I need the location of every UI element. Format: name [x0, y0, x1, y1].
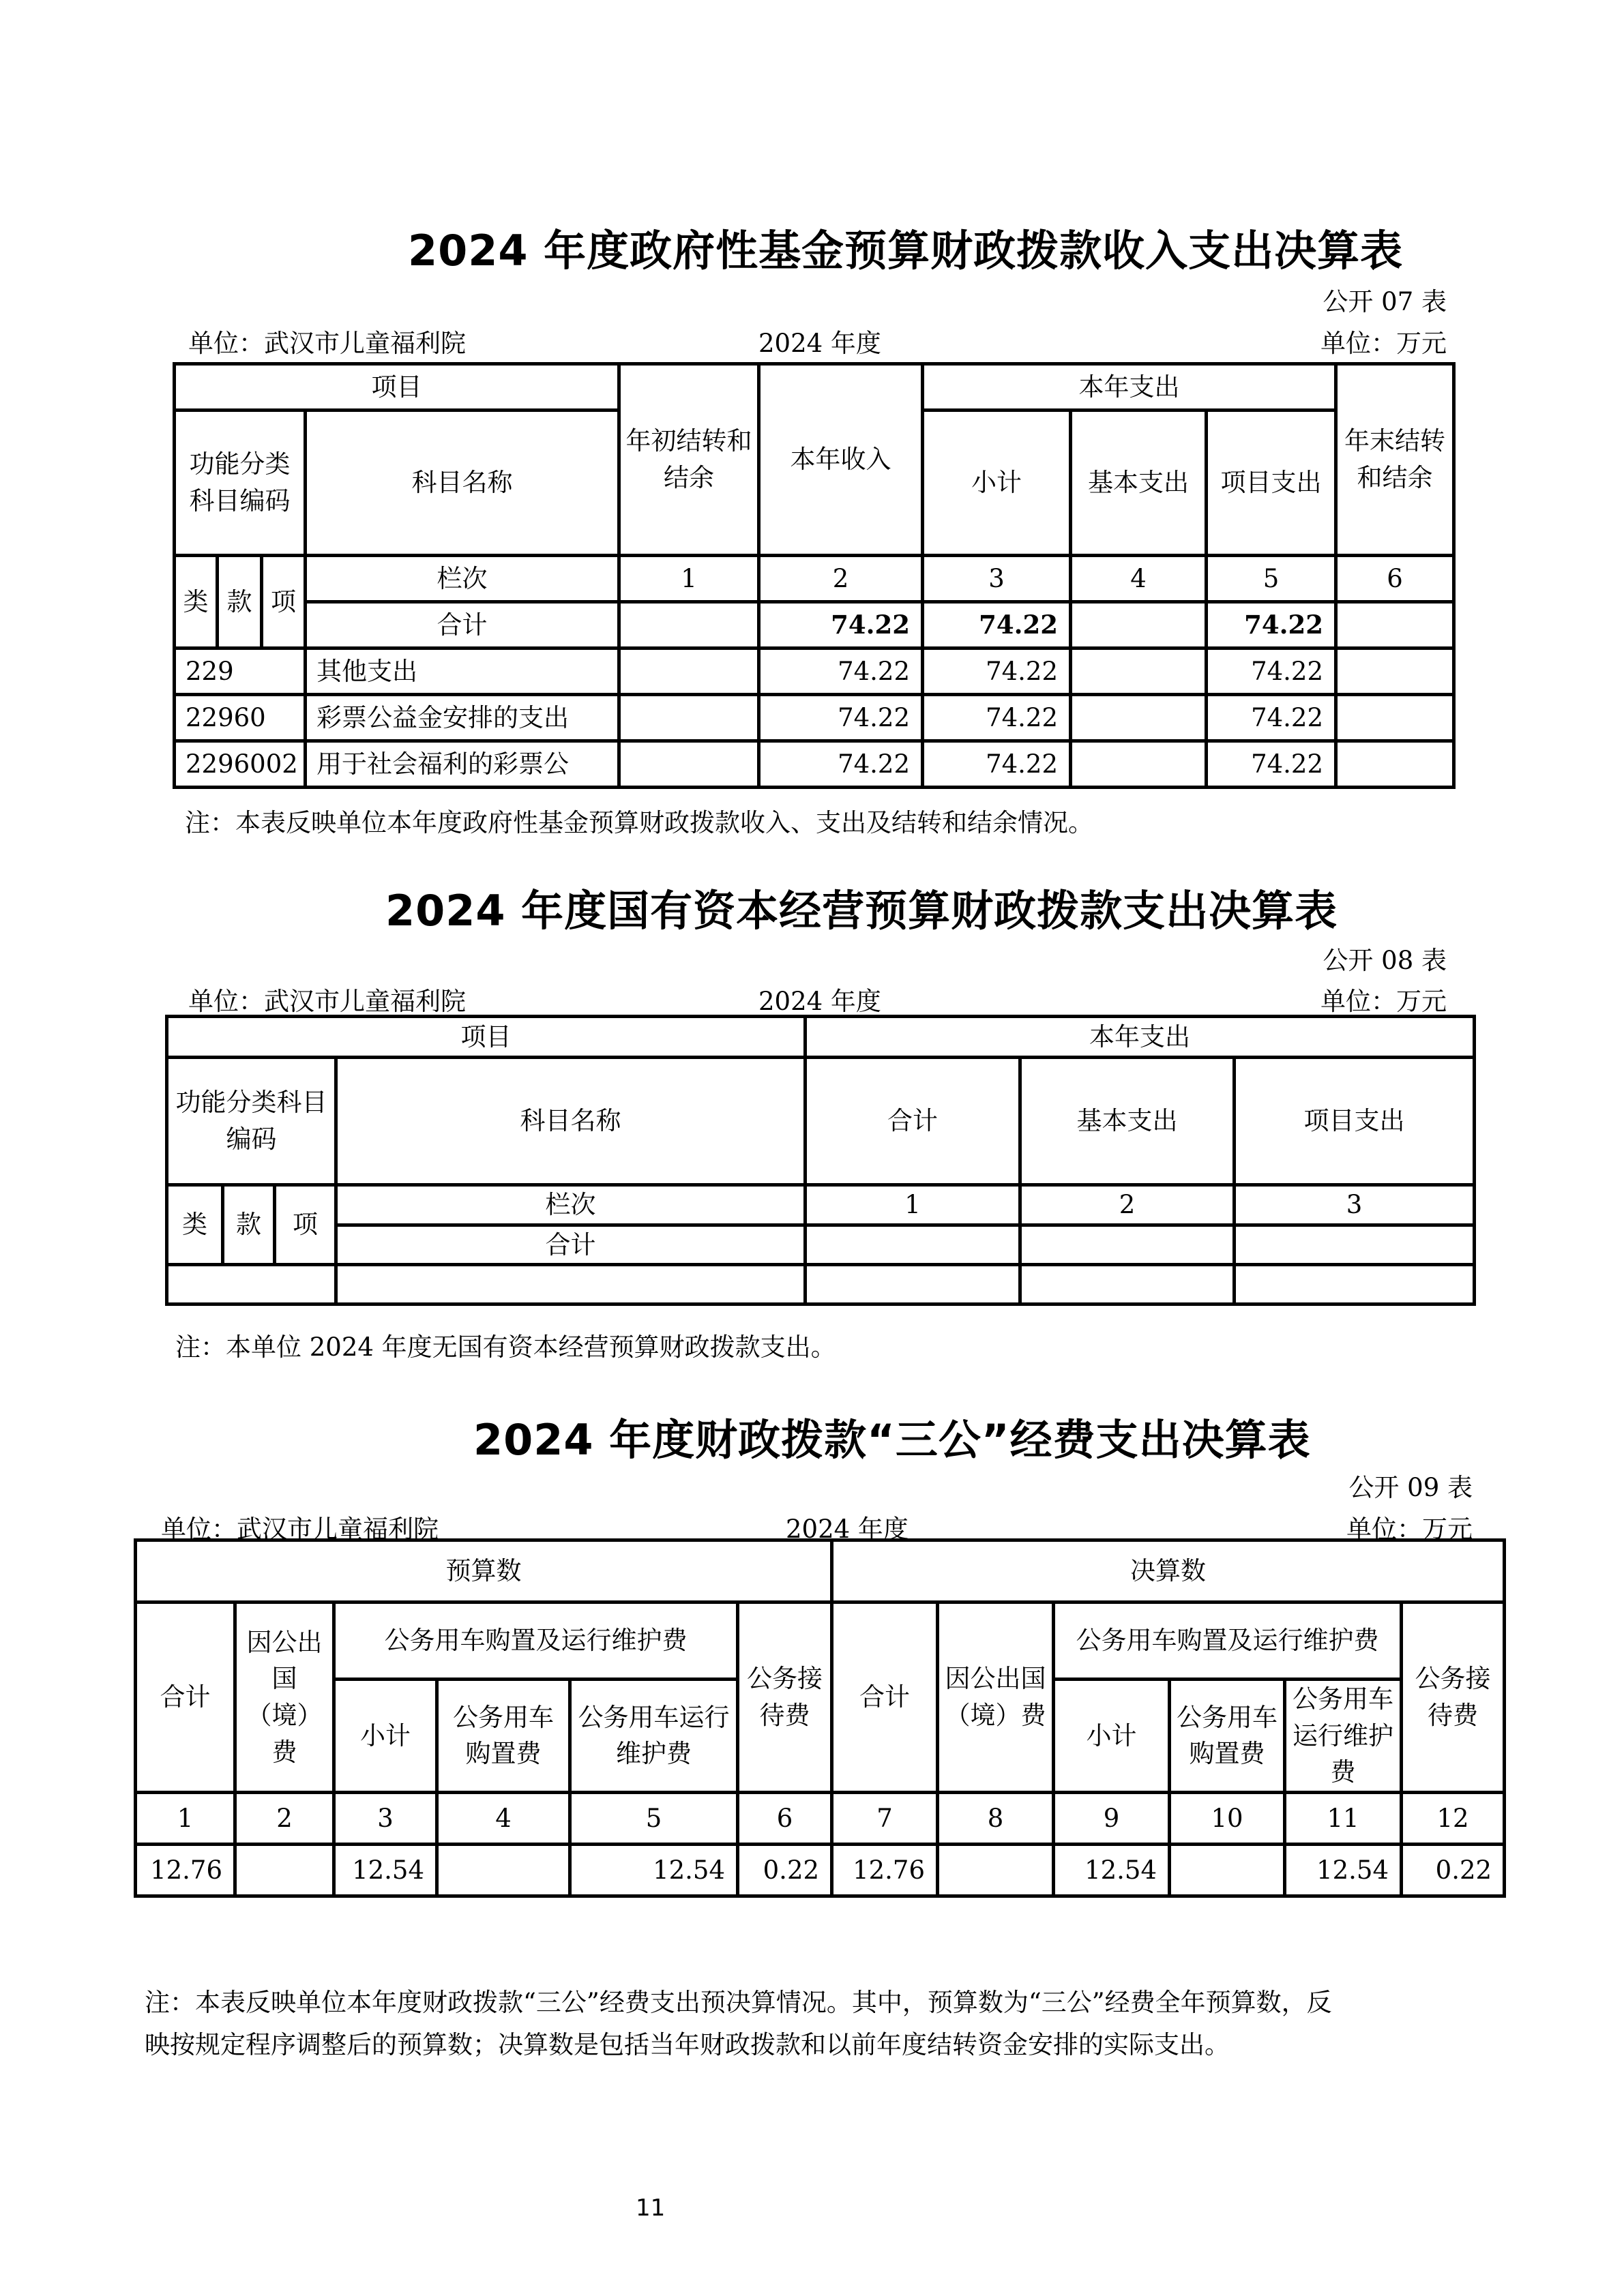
table07-unit-org: 单位：武汉市儿童福利院	[188, 329, 466, 358]
header-end-balance: 年末结转和结余	[1336, 364, 1454, 556]
row-begin	[619, 648, 759, 695]
table-row	[175, 648, 1454, 695]
col-index-label: 栏次	[336, 1185, 806, 1225]
table07-unit-money: 单位：万元	[1320, 329, 1447, 358]
final-total-header: 合计	[832, 1602, 938, 1793]
col-number-row	[136, 1792, 1505, 1844]
header-subject-name: 科目名称	[306, 411, 619, 556]
col-number: 2	[235, 1792, 334, 1844]
col-number: 6	[738, 1792, 832, 1844]
table07-grid	[173, 362, 1456, 789]
row-name: 用于社会福利的彩票公	[306, 741, 619, 788]
table09-unit-money: 单位：万元	[1346, 1515, 1473, 1544]
col-number: 7	[832, 1792, 938, 1844]
row-subtotal: 74.22	[923, 648, 1071, 695]
empty-cell	[1235, 1265, 1475, 1304]
value-cell: 12.76	[136, 1844, 235, 1896]
value-cell	[1170, 1844, 1285, 1896]
row-begin	[619, 741, 759, 788]
row-subtotal: 74.22	[923, 741, 1071, 788]
final-car-subtotal-header: 小计	[1054, 1680, 1170, 1793]
col-index-label: 栏次	[306, 556, 619, 602]
table08-code: 公开 08 表	[1323, 946, 1447, 975]
row-name: 彩票公益金安排的支出	[306, 695, 619, 741]
row-project: 74.22	[1207, 648, 1336, 695]
total-label: 合计	[306, 602, 619, 648]
row-name: 其他支出	[306, 648, 619, 695]
header-expense: 本年支出	[923, 364, 1336, 411]
col-number: 5	[1207, 556, 1336, 602]
row-begin	[619, 695, 759, 741]
value-row	[136, 1844, 1505, 1896]
value-cell: 12.54	[1054, 1844, 1170, 1896]
row-income: 74.22	[759, 695, 923, 741]
value-cell	[235, 1844, 334, 1896]
budget-car-purchase-header: 公务用车购置费	[437, 1680, 570, 1793]
header-func-code: 功能分类科目编码	[167, 1058, 336, 1185]
row-project: 74.22	[1207, 741, 1336, 788]
total-label: 合计	[336, 1225, 806, 1265]
budget-car-subtotal-header: 小计	[334, 1680, 437, 1793]
header-xiang: 项	[262, 556, 306, 648]
row-basic	[1071, 648, 1207, 695]
col-number: 11	[1285, 1792, 1402, 1844]
header-item: 项目	[167, 1017, 806, 1058]
header-project: 项目支出	[1207, 411, 1336, 556]
row-basic	[1071, 741, 1207, 788]
value-cell: 12.54	[570, 1844, 738, 1896]
final-car-maint-header: 公务用车运行维护费	[1285, 1680, 1402, 1793]
empty-cell	[806, 1265, 1020, 1304]
col-number: 9	[1054, 1792, 1170, 1844]
value-cell: 12.76	[832, 1844, 938, 1896]
final-abroad-header: 因公出国（境）费	[938, 1602, 1054, 1793]
table08-unit-org: 单位：武汉市儿童福利院	[188, 987, 466, 1016]
table09-title: 2024 年度财政拨款“三公”经费支出决算表	[473, 1415, 1311, 1465]
total-project: 74.22	[1207, 602, 1336, 648]
budget-car-maint-header: 公务用车运行维护费	[570, 1680, 738, 1793]
table08-note: 注：本单位 2024 年度无国有资本经营预算财政拨款支出。	[175, 1332, 836, 1362]
col-number: 10	[1170, 1792, 1285, 1844]
value-cell: 0.22	[738, 1844, 832, 1896]
row-code: 229	[175, 648, 306, 695]
header-project: 项目支出	[1235, 1058, 1475, 1185]
table08-grid	[165, 1015, 1476, 1306]
empty-cell	[167, 1265, 336, 1304]
header-begin-balance: 年初结转和结余	[619, 364, 759, 556]
table08-year: 2024 年度	[758, 987, 881, 1016]
row-end	[1336, 648, 1454, 695]
final-reception-header: 公务接待费	[1402, 1602, 1505, 1793]
col-number: 12	[1402, 1792, 1505, 1844]
budget-abroad-header: 因公出国（境）费	[235, 1602, 334, 1793]
col-number: 8	[938, 1792, 1054, 1844]
row-code: 2296002	[175, 741, 306, 788]
header-final-group: 决算数	[832, 1540, 1505, 1602]
header-item: 项目	[175, 364, 619, 411]
row-end	[1336, 695, 1454, 741]
budget-total-header: 合计	[136, 1602, 235, 1793]
table07-note: 注：本表反映单位本年度政府性基金预算财政拨款收入、支出及结转和结余情况。	[185, 808, 1093, 837]
page-number: 11	[636, 2194, 666, 2222]
final-car-group-header: 公务用车购置及运行维护费	[1054, 1602, 1402, 1680]
header-basic: 基本支出	[1020, 1058, 1235, 1185]
col-number: 4	[1071, 556, 1207, 602]
total-income: 74.22	[759, 602, 923, 648]
row-income: 74.22	[759, 648, 923, 695]
header-basic: 基本支出	[1071, 411, 1207, 556]
total-basic	[1071, 602, 1207, 648]
table07-code: 公开 07 表	[1323, 287, 1447, 316]
total-row	[175, 602, 1454, 648]
col-number: 5	[570, 1792, 738, 1844]
value-cell	[437, 1844, 570, 1896]
total-subtotal: 74.22	[923, 602, 1071, 648]
header-expense: 本年支出	[806, 1017, 1475, 1058]
header-income: 本年收入	[759, 364, 923, 556]
row-project: 74.22	[1207, 695, 1336, 741]
table09-year: 2024 年度	[786, 1515, 909, 1544]
col-number: 2	[759, 556, 923, 602]
header-total-col: 合计	[806, 1058, 1020, 1185]
table09-grid	[134, 1538, 1506, 1898]
row-basic	[1071, 695, 1207, 741]
total-cell	[806, 1225, 1020, 1265]
empty-row	[167, 1265, 1475, 1304]
budget-car-group-header: 公务用车购置及运行维护费	[334, 1602, 738, 1680]
table09-unit-org: 单位：武汉市儿童福利院	[161, 1515, 439, 1544]
row-subtotal: 74.22	[923, 695, 1071, 741]
table07-year: 2024 年度	[758, 329, 881, 358]
row-end	[1336, 741, 1454, 788]
table08-unit-money: 单位：万元	[1320, 987, 1447, 1016]
value-cell: 12.54	[334, 1844, 437, 1896]
total-cell	[1235, 1225, 1475, 1265]
col-number: 3	[1235, 1185, 1475, 1225]
header-lei: 类	[175, 556, 218, 648]
budget-reception-header: 公务接待费	[738, 1602, 832, 1793]
header-subtotal: 小计	[923, 411, 1071, 556]
total-end	[1336, 602, 1454, 648]
table09-note-line1: 注：本表反映单位本年度财政拨款“三公”经费支出预决算情况。其中，预算数为“三公”经费全年预算数，反	[145, 1988, 1332, 2017]
col-number: 4	[437, 1792, 570, 1844]
total-begin	[619, 602, 759, 648]
col-number: 3	[334, 1792, 437, 1844]
final-car-purchase-header: 公务用车购置费	[1170, 1680, 1285, 1793]
table09-note-line2: 映按规定程序调整后的预算数；决算数是包括当年财政拨款和以前年度结转资金安排的实际支出。	[145, 2030, 1230, 2059]
header-xiang: 项	[275, 1185, 336, 1265]
col-number: 6	[1336, 556, 1454, 602]
col-number: 1	[806, 1185, 1020, 1225]
col-number: 3	[923, 556, 1071, 602]
header-budget-group: 预算数	[136, 1540, 832, 1602]
empty-cell	[1020, 1265, 1235, 1304]
value-cell	[938, 1844, 1054, 1896]
header-subject-name: 科目名称	[336, 1058, 806, 1185]
table-row	[175, 741, 1454, 788]
table07-title: 2024 年度政府性基金预算财政拨款收入支出决算表	[408, 226, 1404, 275]
col-number: 1	[136, 1792, 235, 1844]
header-func-code: 功能分类科目编码	[175, 411, 306, 556]
col-number: 1	[619, 556, 759, 602]
row-income: 74.22	[759, 741, 923, 788]
value-cell: 12.54	[1285, 1844, 1402, 1896]
table08-title: 2024 年度国有资本经营预算财政拨款支出决算表	[385, 886, 1338, 936]
col-number: 2	[1020, 1185, 1235, 1225]
table09-code: 公开 09 表	[1348, 1473, 1473, 1502]
total-cell	[1020, 1225, 1235, 1265]
header-kuan: 款	[218, 556, 262, 648]
empty-cell	[336, 1265, 806, 1304]
value-cell: 0.22	[1402, 1844, 1505, 1896]
header-kuan: 款	[223, 1185, 275, 1265]
header-lei: 类	[167, 1185, 223, 1265]
row-code: 22960	[175, 695, 306, 741]
table-row	[175, 695, 1454, 741]
